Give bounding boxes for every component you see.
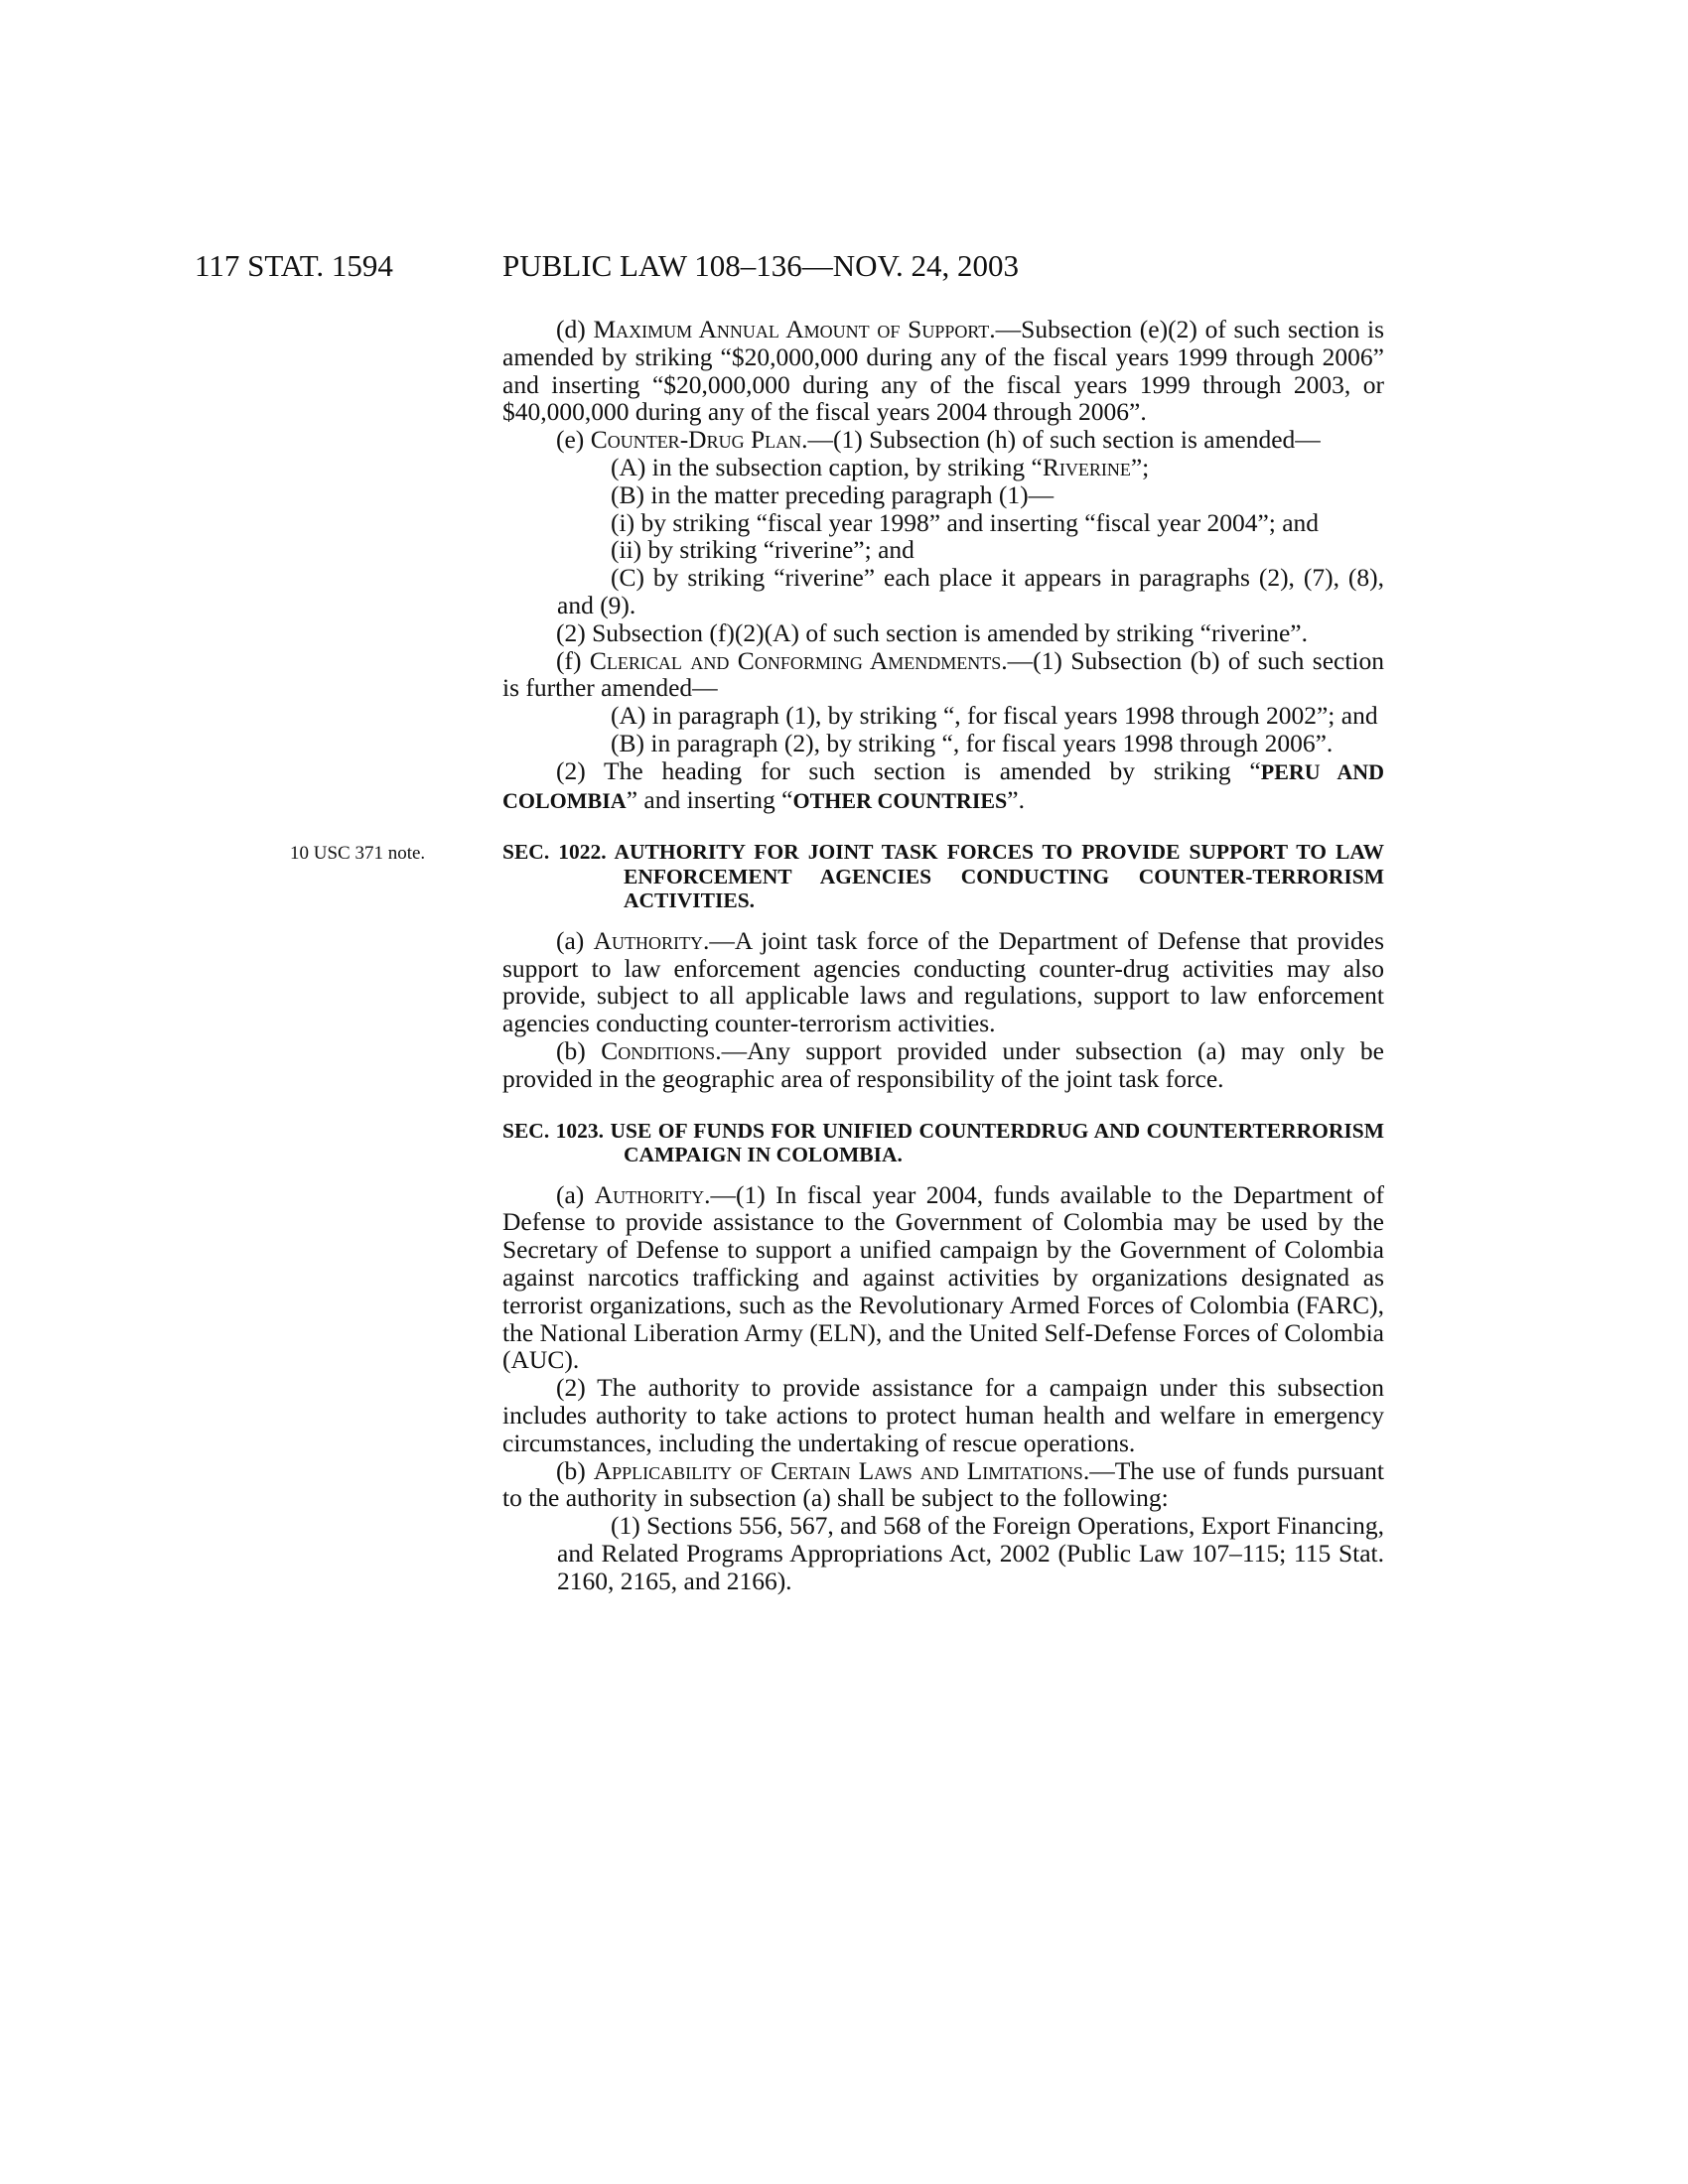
subsection-f [502, 647, 1384, 703]
subsection-e-b: (B) in the matter preceding paragraph (1)— [611, 479, 1055, 509]
section-1023-a-2: (2) The authority to provide assistance for a campaign under this subsection includes authority to take actions to protect human health and welfare in emergency circumstances, including the undertaking of rescue operations. [502, 1373, 1384, 1457]
section-1023-b-label: (b) [556, 1455, 594, 1485]
subsection-e-a-post: ”; [1130, 452, 1150, 481]
subsection-f-label: (f) [556, 645, 590, 675]
subsection-d-text: .—Subsection (e)(2) of such section is amended by striking “$20,000,000 during any of the fiscal years 1999 through 2006” and inserting “$20,000,000 during any of the fiscal years 1999 through 2003, or $40,000,000 during any of the fiscal years 2004 through 2006”. [502, 315, 1385, 427]
section-1023-heading: SEC. 1023. USE OF FUNDS FOR UNIFIED COUNTERDRUG AND COUNTERTERRORISM CAMPAIGN IN COLOMBIA. [502, 1118, 1384, 1167]
stat-page-number: 117 STAT. 1594 [195, 248, 393, 283]
subsection-d-heading: Maximum Annual Amount of Support [593, 315, 990, 343]
section-1023-a-label: (a) [556, 1179, 595, 1209]
section-1022-b-heading: Conditions [601, 1036, 716, 1066]
subsection-d-label: (d) [556, 315, 594, 343]
subsection-e-b-ii: (ii) by striking “riverine”; and [611, 535, 914, 565]
section-1023-b-heading: Applicability of Certain Laws and Limitations [593, 1455, 1083, 1485]
running-header-title: PUBLIC LAW 108–136—NOV. 24, 2003 [502, 248, 1019, 283]
subsection-e [502, 426, 1384, 454]
section-1022-b-text: .—Any support provided under subsection (a) may only be provided in the geographic area of responsibility of the joint task force. [502, 1036, 1384, 1093]
section-1023-a-text: .—(1) In fiscal year 2004, funds available to the Department of Defense to provide assistance to the Government of Colombia may be used by the Secretary of Defense to support a unified campaign by the Government of Colombia against narcotics trafficking and against activities by organizations designated as terrorist organizations, such as the Revolutionary Armed Forces of Colombia (FARC), the National Liberation Army (ELN), and the United Self-Defense Forces of Colombia (AUC). [502, 1179, 1384, 1375]
section-1022-b [502, 1037, 1384, 1093]
section-1023-b-text: .—The use of funds pursuant to the authority in subsection (a) shall be subject to the following: [502, 1455, 1385, 1513]
subsection-e-a-word: Riverine [1042, 452, 1131, 481]
section-1022-b-label: (b) [556, 1036, 602, 1066]
section-1022-a-label: (a) [556, 925, 594, 955]
section-1022-a [502, 927, 1384, 1037]
subsection-f-a: (A) in paragraph (1), by striking “, for fiscal years 1998 through 2002”; and [611, 701, 1378, 731]
body-text [290, 315, 1385, 1595]
subsection-f-2-post: ”. [1007, 784, 1025, 814]
subsection-e-heading: Counter-Drug Plan [590, 425, 802, 455]
subsection-e-c: (C) by striking “riverine” each place it appears in paragraphs (2), (7), (8), and (9). [557, 563, 1384, 619]
subsection-e-label: (e) [556, 425, 591, 455]
section-1023-a [502, 1181, 1384, 1375]
margin-note: 10 USC 371 note. [290, 843, 426, 865]
section-1022-a-text: .—A joint task force of the Department of Defense that provides support to law enforcement agencies conducting counter-drug activities may also provide, subject to all applicable laws and regulations, support to law enforcement agencies conducting counter-terrorism activities. [502, 925, 1384, 1038]
section-1023-heading-block [502, 1119, 1384, 1167]
subsection-e-b-i: (i) by striking “fiscal year 1998” and inserting “fiscal year 2004”; and [611, 507, 1320, 537]
subsection-e-a [502, 454, 1384, 481]
subsection-f-2-pre: (2) The heading for such section is amended by striking “ [556, 755, 1261, 785]
subsection-e-2: (2) Subsection (f)(2)(A) of such section is amended by striking “riverine”. [556, 617, 1308, 647]
subsection-f-2-insert: OTHER COUNTRIES [792, 787, 1008, 813]
section-1022-heading: SEC. 1022. AUTHORITY FOR JOINT TASK FORCES TO PROVIDE SUPPORT TO LAW ENFORCEMENT AGENCIES CONDUCTING COUNTER-TERRORISM ACTIVITIES. [502, 840, 1384, 913]
subsection-d [502, 316, 1384, 426]
subsection-f-heading: Clerical and Conforming Amendments [589, 645, 1002, 675]
section-1023-b-1: (1) Sections 556, 567, and 568 of the Foreign Operations, Export Financing, and Related Programs Appropriations Act, 2002 (Public Law 107–115; 115 Stat. 2160, 2165, and 2166). [557, 1511, 1384, 1595]
subsection-e-a-pre: (A) in the subsection caption, by striking “ [611, 452, 1043, 481]
section-1023-a-heading: Authority [594, 1179, 705, 1209]
subsection-f-2-strike: PERU AND COLOMBIA [502, 758, 1384, 813]
subsection-f-2-mid: ” and inserting “ [626, 784, 793, 814]
section-1022-a-heading: Authority [593, 925, 704, 955]
subsection-f-text: .—(1) Subsection (b) of such section is further amended— [502, 645, 1384, 703]
subsection-f-b: (B) in paragraph (2), by striking “, for fiscal years 1998 through 2006”. [611, 728, 1334, 757]
subsection-e-text: .—(1) Subsection (h) of such section is amended— [801, 425, 1321, 455]
section-1022-heading-block [290, 840, 1384, 913]
section-1023-b [502, 1457, 1384, 1513]
subsection-f-2 [502, 757, 1384, 815]
